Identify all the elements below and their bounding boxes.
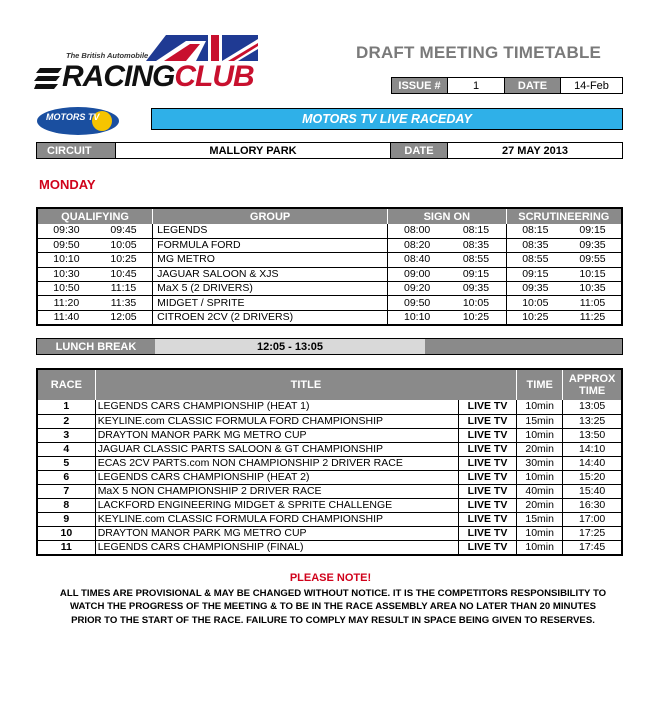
qualifying-row — [37, 238, 622, 252]
scrutineering-end: 09:15 — [564, 224, 622, 238]
meeting-date-value: 27 MAY 2013 — [447, 142, 623, 159]
race-row — [37, 485, 622, 499]
scrutineering-start: 09:35 — [506, 282, 564, 296]
group-name: MaX 5 (2 DRIVERS) — [153, 282, 388, 296]
race-number: 8 — [37, 499, 95, 513]
qualifying-column-header: QUALIFYING — [37, 208, 153, 224]
date-label: DATE — [504, 77, 561, 94]
race-row — [37, 499, 622, 513]
race-title: LEGENDS CARS CHAMPIONSHIP (HEAT 1) — [95, 400, 458, 414]
qualifying-start: 09:50 — [37, 238, 95, 252]
day-heading: MONDAY — [39, 177, 96, 192]
race-duration: 15min — [517, 513, 563, 527]
race-duration: 10min — [517, 470, 563, 484]
race-row — [37, 442, 622, 456]
issue-label: ISSUE # — [391, 77, 448, 94]
race-table — [36, 368, 623, 556]
sign-on-start: 09:20 — [387, 282, 446, 296]
group-name: LEGENDS — [153, 224, 388, 238]
lunch-break-time: 12:05 - 13:05 — [155, 339, 425, 354]
race-approx-time: 13:25 — [563, 414, 622, 428]
race-number: 6 — [37, 470, 95, 484]
title-column-header: TITLE — [95, 369, 516, 400]
group-name: MG METRO — [153, 253, 388, 267]
scrutineering-column-header: SCRUTINEERING — [506, 208, 622, 224]
race-approx-time: 16:30 — [563, 499, 622, 513]
scrutineering-end: 10:15 — [564, 267, 622, 281]
scrutineering-start: 08:55 — [506, 253, 564, 267]
time-column-header: TIME — [517, 369, 563, 400]
race-title: KEYLINE.com CLASSIC FORMULA FORD CHAMPIONSHIP — [95, 513, 458, 527]
motors-tv-logo — [36, 106, 120, 136]
race-title: DRAYTON MANOR PARK MG METRO CUP — [95, 527, 458, 541]
race-broadcast: LIVE TV — [458, 541, 516, 556]
race-number: 11 — [37, 541, 95, 556]
qualifying-end: 10:05 — [95, 238, 153, 252]
note-line: WATCH THE PROGRESS OF THE MEETING & TO BE IN THE RACE ASSEMBLY AREA NO LATER THAN 20 MINUTES — [69, 601, 597, 613]
group-column-header: GROUP — [153, 208, 388, 224]
qualifying-start: 11:40 — [37, 310, 95, 325]
race-row — [37, 513, 622, 527]
group-name: JAGUAR SALOON & XJS — [153, 267, 388, 281]
race-row — [37, 428, 622, 442]
race-approx-time: 17:25 — [563, 527, 622, 541]
race-duration: 10min — [517, 428, 563, 442]
qualifying-row — [37, 310, 622, 325]
speed-stripes-icon — [34, 68, 62, 90]
scrutineering-end: 09:35 — [564, 238, 622, 252]
scrutineering-start: 08:15 — [506, 224, 564, 238]
race-duration: 40min — [517, 485, 563, 499]
sign-on-end: 08:15 — [446, 224, 506, 238]
sign-on-start: 08:20 — [387, 238, 446, 252]
sign-on-end: 10:25 — [446, 310, 506, 325]
qualifying-header-row — [37, 208, 622, 224]
logo-wordmark: RACINGCLUB — [62, 60, 254, 93]
race-broadcast: LIVE TV — [458, 414, 516, 428]
race-row — [37, 470, 622, 484]
sign-on-column-header: SIGN ON — [387, 208, 506, 224]
race-broadcast: LIVE TV — [458, 442, 516, 456]
qualifying-row — [37, 282, 622, 296]
race-number: 2 — [37, 414, 95, 428]
race-duration: 30min — [517, 456, 563, 470]
group-name: FORMULA FORD — [153, 238, 388, 252]
qualifying-end: 09:45 — [95, 224, 153, 238]
qualifying-row — [37, 267, 622, 281]
race-header-row — [37, 369, 622, 400]
sign-on-end: 09:15 — [446, 267, 506, 281]
qualifying-end: 10:45 — [95, 267, 153, 281]
lunch-break-row — [36, 338, 623, 355]
race-broadcast: LIVE TV — [458, 470, 516, 484]
scrutineering-start: 10:05 — [506, 296, 564, 310]
note-line: PRIOR TO THE START OF THE RACE. FAILURE TO COMPLY MAY RESULT IN SPACE BEING GIVEN TO RESERVES. — [71, 614, 595, 626]
sign-on-start: 08:00 — [387, 224, 446, 238]
qualifying-row — [37, 296, 622, 310]
race-approx-time: 17:00 — [563, 513, 622, 527]
scrutineering-start: 10:25 — [506, 310, 564, 325]
page-title: DRAFT MEETING TIMETABLE — [356, 43, 602, 62]
qualifying-table — [36, 207, 623, 326]
sign-on-end: 09:35 — [446, 282, 506, 296]
race-broadcast: LIVE TV — [458, 513, 516, 527]
race-approx-time: 15:40 — [563, 485, 622, 499]
group-name: MIDGET / SPRITE — [153, 296, 388, 310]
note-heading: PLEASE NOTE! — [289, 572, 372, 584]
race-title: LACKFORD ENGINEERING MIDGET & SPRITE CHALLENGE — [95, 499, 458, 513]
race-approx-time: 13:50 — [563, 428, 622, 442]
sign-on-start: 08:40 — [387, 253, 446, 267]
qualifying-start: 11:20 — [37, 296, 95, 310]
sign-on-end: 08:35 — [446, 238, 506, 252]
race-broadcast: LIVE TV — [458, 485, 516, 499]
race-broadcast: LIVE TV — [458, 527, 516, 541]
race-number: 7 — [37, 485, 95, 499]
qualifying-row — [37, 224, 622, 238]
sign-on-start: 10:10 — [387, 310, 446, 325]
qualifying-end: 11:35 — [95, 296, 153, 310]
scrutineering-end: 11:05 — [564, 296, 622, 310]
race-broadcast: LIVE TV — [458, 456, 516, 470]
race-row — [37, 414, 622, 428]
qualifying-end: 10:25 — [95, 253, 153, 267]
race-title: LEGENDS CARS CHAMPIONSHIP (FINAL) — [95, 541, 458, 556]
circuit-label: CIRCUIT — [36, 142, 116, 159]
qualifying-row — [37, 253, 622, 267]
qualifying-end: 11:15 — [95, 282, 153, 296]
race-row — [37, 527, 622, 541]
race-row — [37, 400, 622, 414]
sign-on-end: 08:55 — [446, 253, 506, 267]
qualifying-start: 10:50 — [37, 282, 95, 296]
approx-time-column-header: APPROX TIME — [563, 369, 622, 400]
race-broadcast: LIVE TV — [458, 499, 516, 513]
race-broadcast: LIVE TV — [458, 428, 516, 442]
qualifying-end: 12:05 — [95, 310, 153, 325]
race-number: 5 — [37, 456, 95, 470]
race-approx-time: 14:40 — [563, 456, 622, 470]
race-title: MaX 5 NON CHAMPIONSHIP 2 DRIVER RACE — [95, 485, 458, 499]
note-line: ALL TIMES ARE PROVISIONAL & MAY BE CHANGED WITHOUT NOTICE. IT IS THE COMPETITORS RESPONSIBILITY TO — [59, 588, 607, 599]
race-approx-time: 13:05 — [563, 400, 622, 414]
race-approx-time: 14:10 — [563, 442, 622, 456]
sign-on-start: 09:50 — [387, 296, 446, 310]
race-approx-time: 15:20 — [563, 470, 622, 484]
race-number: 4 — [37, 442, 95, 456]
race-duration: 15min — [517, 414, 563, 428]
race-duration: 20min — [517, 499, 563, 513]
race-row — [37, 541, 622, 556]
qualifying-start: 10:10 — [37, 253, 95, 267]
scrutineering-start: 09:15 — [506, 267, 564, 281]
race-row — [37, 456, 622, 470]
race-title: JAGUAR CLASSIC PARTS SALOON & GT CHAMPIONSHIP — [95, 442, 458, 456]
race-title: ECAS 2CV PARTS.com NON CHAMPIONSHIP 2 DRIVER RACE — [95, 456, 458, 470]
race-number: 9 — [37, 513, 95, 527]
race-number: 1 — [37, 400, 95, 414]
scrutineering-start: 08:35 — [506, 238, 564, 252]
race-approx-time: 17:45 — [563, 541, 622, 556]
race-duration: 10min — [517, 527, 563, 541]
date-value: 14-Feb — [560, 77, 623, 94]
qualifying-start: 10:30 — [37, 267, 95, 281]
race-number: 10 — [37, 527, 95, 541]
race-title: KEYLINE.com CLASSIC FORMULA FORD CHAMPIONSHIP — [95, 414, 458, 428]
race-broadcast: LIVE TV — [458, 400, 516, 414]
circuit-value: MALLORY PARK — [115, 142, 391, 159]
scrutineering-end: 11:25 — [564, 310, 622, 325]
union-flag-icon — [146, 35, 258, 61]
scrutineering-end: 09:55 — [564, 253, 622, 267]
lunch-break-label: LUNCH BREAK — [55, 340, 137, 353]
raceday-banner: MOTORS TV LIVE RACEDAY — [151, 108, 623, 130]
racing-club-logo — [30, 32, 262, 94]
race-duration: 10min — [517, 400, 563, 414]
motors-tv-logo-text: MOTORS TV — [46, 112, 100, 122]
sign-on-start: 09:00 — [387, 267, 446, 281]
race-duration: 20min — [517, 442, 563, 456]
race-duration: 10min — [517, 541, 563, 556]
sign-on-end: 10:05 — [446, 296, 506, 310]
race-title: DRAYTON MANOR PARK MG METRO CUP — [95, 428, 458, 442]
group-name: CITROEN 2CV (2 DRIVERS) — [153, 310, 388, 325]
race-number: 3 — [37, 428, 95, 442]
note-body — [40, 587, 626, 627]
qualifying-start: 09:30 — [37, 224, 95, 238]
issue-value: 1 — [447, 77, 505, 94]
scrutineering-end: 10:35 — [564, 282, 622, 296]
meeting-date-label: DATE — [390, 142, 448, 159]
logo-subtitle: The British Automobile — [66, 51, 149, 60]
race-title: LEGENDS CARS CHAMPIONSHIP (HEAT 2) — [95, 470, 458, 484]
race-column-header: RACE — [37, 369, 95, 400]
